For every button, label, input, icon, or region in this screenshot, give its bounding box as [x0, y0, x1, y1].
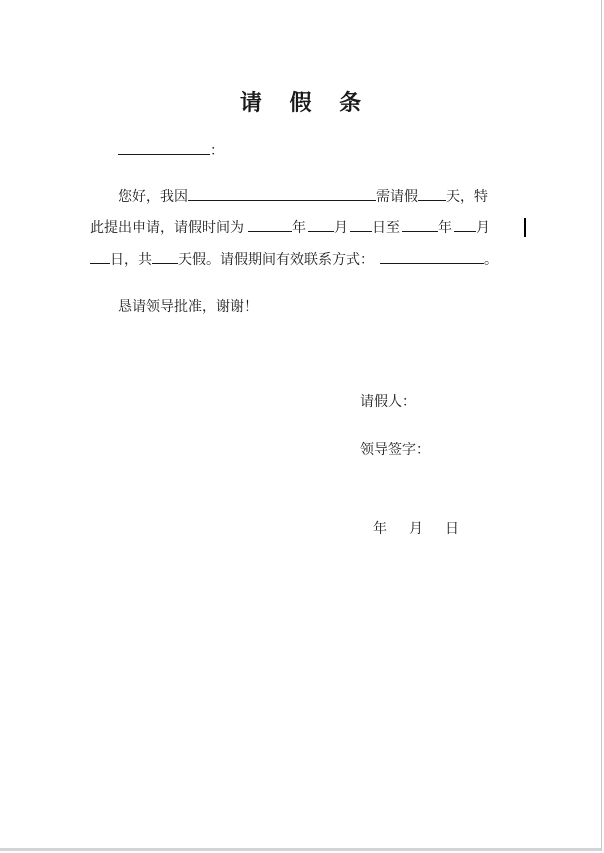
leader-signature-label: 领导签字： [360, 442, 430, 458]
text-year: 年 [292, 220, 306, 236]
text-contact-label: 天假。请假期间有效联系方式： [178, 252, 374, 268]
end-day-blank[interactable] [90, 249, 110, 264]
text-apply-period: 此提出申请，请假时间为 [90, 220, 244, 236]
period-line [90, 217, 490, 238]
text-month: 月 [334, 220, 348, 236]
start-year-blank[interactable] [248, 217, 292, 232]
applicant-label: 请假人： [360, 394, 416, 410]
text-day-to: 日至 [372, 220, 400, 236]
end-year-blank[interactable] [402, 217, 438, 232]
date-year: 年 [373, 521, 387, 537]
date-month: 月 [409, 521, 423, 537]
salutation-line [118, 140, 224, 161]
end-month-blank[interactable] [454, 217, 476, 232]
text-day-total: 日，共 [110, 252, 152, 268]
document-title: 请 假 条 [239, 90, 372, 116]
text-month-2: 月 [476, 220, 490, 236]
text-need-leave: 需请假 [376, 189, 418, 205]
total-days-blank[interactable] [152, 249, 178, 264]
text-greeting: 您好，我因 [118, 189, 188, 205]
salutation-colon: ： [210, 143, 224, 159]
start-day-blank[interactable] [350, 217, 372, 232]
text-days-special: 天，特 [446, 189, 488, 205]
reason-blank[interactable] [188, 186, 376, 201]
request-line: 恳请领导批准，谢谢！ [118, 299, 258, 315]
contact-blank[interactable] [380, 249, 484, 264]
reason-line [118, 186, 488, 207]
text-cursor [524, 218, 526, 237]
text-year-2: 年 [438, 220, 452, 236]
start-month-blank[interactable] [308, 217, 334, 232]
text-period: 。 [484, 252, 498, 268]
date-day: 日 [445, 521, 459, 537]
days-blank[interactable] [418, 186, 446, 201]
date-line [373, 519, 459, 539]
contact-line [90, 249, 498, 270]
recipient-blank[interactable] [118, 140, 210, 155]
